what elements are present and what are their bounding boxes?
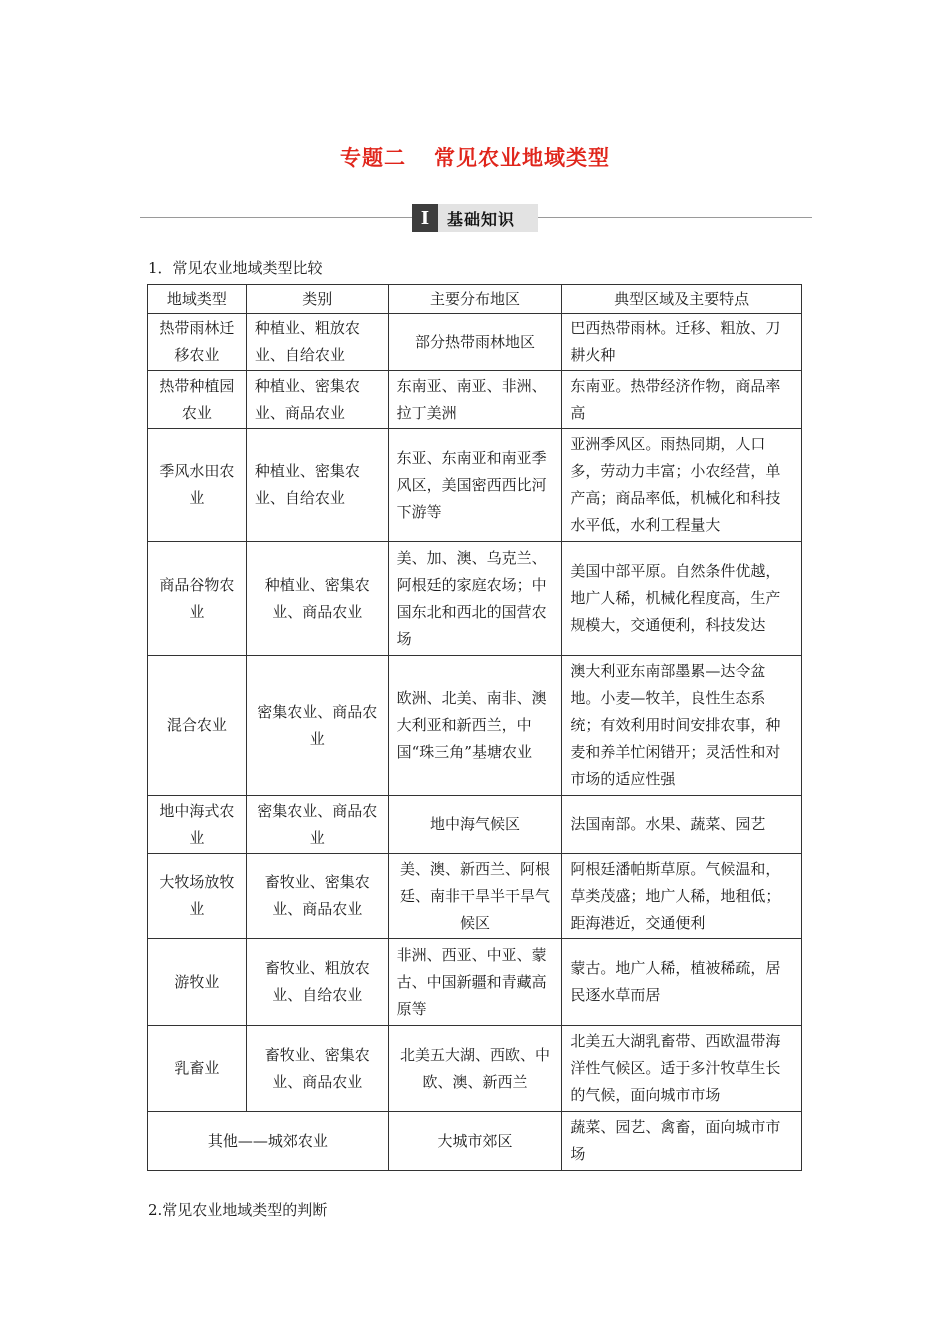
category-cell: 种植业、粗放农业、自给农业 bbox=[246, 314, 388, 371]
category-cell: 畜牧业、密集农业、商品农业 bbox=[246, 854, 388, 939]
features-cell: 巴西热带雨林。迁移、粗放、刀耕火种 bbox=[562, 314, 802, 371]
header-cell: 类别 bbox=[246, 285, 388, 314]
heading-comparison: 1．常见农业地域类型比较 bbox=[148, 259, 323, 277]
region-type-cell: 游牧业 bbox=[148, 939, 247, 1026]
distribution-cell: 美、澳、新西兰、阿根廷、南非干旱半干旱气候区 bbox=[388, 854, 562, 939]
region-type-cell: 大牧场放牧业 bbox=[148, 854, 247, 939]
section-divider-right bbox=[538, 217, 812, 218]
features-cell: 蔬菜、园艺、禽畜，面向城市市场 bbox=[562, 1112, 802, 1171]
section-label: 基础知识 bbox=[447, 209, 516, 229]
table-row bbox=[148, 371, 802, 429]
table-header-row bbox=[148, 285, 802, 314]
title-topic-name: 常见农业地域类型 bbox=[434, 146, 610, 170]
distribution-cell: 地中海气候区 bbox=[388, 796, 562, 854]
header-cell: 主要分布地区 bbox=[388, 285, 562, 314]
features-cell: 亚洲季风区。雨热同期，人口多，劳动力丰富；小农经营，单产高；商品率低，机械化和科技水平低，水利工程量大 bbox=[562, 429, 802, 542]
agriculture-comparison-table bbox=[147, 284, 802, 1171]
distribution-cell: 大城市郊区 bbox=[388, 1112, 562, 1171]
category-cell: 密集农业、商品农业 bbox=[246, 796, 388, 854]
features-cell: 法国南部。水果、蔬菜、园艺 bbox=[562, 796, 802, 854]
category-cell: 种植业、密集农业、商品农业 bbox=[246, 371, 388, 429]
title-topic-number: 专题二 bbox=[340, 146, 406, 170]
table-row bbox=[148, 939, 802, 1026]
section-divider-left bbox=[140, 217, 412, 218]
region-type-cell: 乳畜业 bbox=[148, 1026, 247, 1112]
table-row bbox=[148, 854, 802, 939]
distribution-cell: 东南亚、南亚、非洲、拉丁美洲 bbox=[388, 371, 562, 429]
table-row bbox=[148, 1112, 802, 1171]
region-type-cell: 其他——城郊农业 bbox=[148, 1112, 389, 1171]
features-cell: 蒙古。地广人稀，植被稀疏，居民逐水草而居 bbox=[562, 939, 802, 1026]
table-row bbox=[148, 1026, 802, 1112]
table-row bbox=[148, 656, 802, 796]
category-cell: 种植业、密集农业、商品农业 bbox=[246, 542, 388, 656]
distribution-cell: 非洲、西亚、中亚、蒙古、中国新疆和青藏高原等 bbox=[388, 939, 562, 1026]
table-row bbox=[148, 796, 802, 854]
features-cell: 北美五大湖乳畜带、西欧温带海洋性气候区。适于多汁牧草生长的气候，面向城市市场 bbox=[562, 1026, 802, 1112]
category-cell: 密集农业、商品农业 bbox=[246, 656, 388, 796]
category-cell: 畜牧业、密集农业、商品农业 bbox=[246, 1026, 388, 1112]
page-title bbox=[0, 142, 950, 172]
category-cell: 种植业、密集农业、自给农业 bbox=[246, 429, 388, 542]
region-type-cell: 热带雨林迁移农业 bbox=[148, 314, 247, 371]
region-type-cell: 商品谷物农业 bbox=[148, 542, 247, 656]
distribution-cell: 部分热带雨林地区 bbox=[388, 314, 562, 371]
table-row bbox=[148, 314, 802, 371]
features-cell: 澳大利亚东南部墨累—达令盆地。小麦—牧羊，良性生态系统；有效利用时间安排农事，种麦和养羊忙闲错开；灵活性和对市场的适应性强 bbox=[562, 656, 802, 796]
region-type-cell: 热带种植园农业 bbox=[148, 371, 247, 429]
header-cell: 地域类型 bbox=[148, 285, 247, 314]
features-cell: 美国中部平原。自然条件优越，地广人稀，机械化程度高，生产规模大，交通便利，科技发达 bbox=[562, 542, 802, 656]
region-type-cell: 季风水田农业 bbox=[148, 429, 247, 542]
features-cell: 阿根廷潘帕斯草原。气候温和，草类茂盛；地广人稀，地租低；距海港近，交通便利 bbox=[562, 854, 802, 939]
distribution-cell: 欧洲、北美、南非、澳大利亚和新西兰，中国“珠三角”基塘农业 bbox=[388, 656, 562, 796]
region-type-cell: 地中海式农业 bbox=[148, 796, 247, 854]
section-badge bbox=[412, 204, 538, 232]
region-type-cell: 混合农业 bbox=[148, 656, 247, 796]
section-header bbox=[140, 204, 812, 232]
table-row bbox=[148, 429, 802, 542]
section-number: I bbox=[412, 204, 438, 232]
distribution-cell: 美、加、澳、乌克兰、阿根廷的家庭农场；中国东北和西北的国营农场 bbox=[388, 542, 562, 656]
heading-judgement: 2.常见农业地域类型的判断 bbox=[148, 1201, 328, 1219]
header-cell: 典型区域及主要特点 bbox=[562, 285, 802, 314]
features-cell: 东南亚。热带经济作物，商品率高 bbox=[562, 371, 802, 429]
distribution-cell: 北美五大湖、西欧、中欧、澳、新西兰 bbox=[388, 1026, 562, 1112]
distribution-cell: 东亚、东南亚和南亚季风区，美国密西西比河下游等 bbox=[388, 429, 562, 542]
category-cell: 畜牧业、粗放农业、自给农业 bbox=[246, 939, 388, 1026]
table-row bbox=[148, 542, 802, 656]
